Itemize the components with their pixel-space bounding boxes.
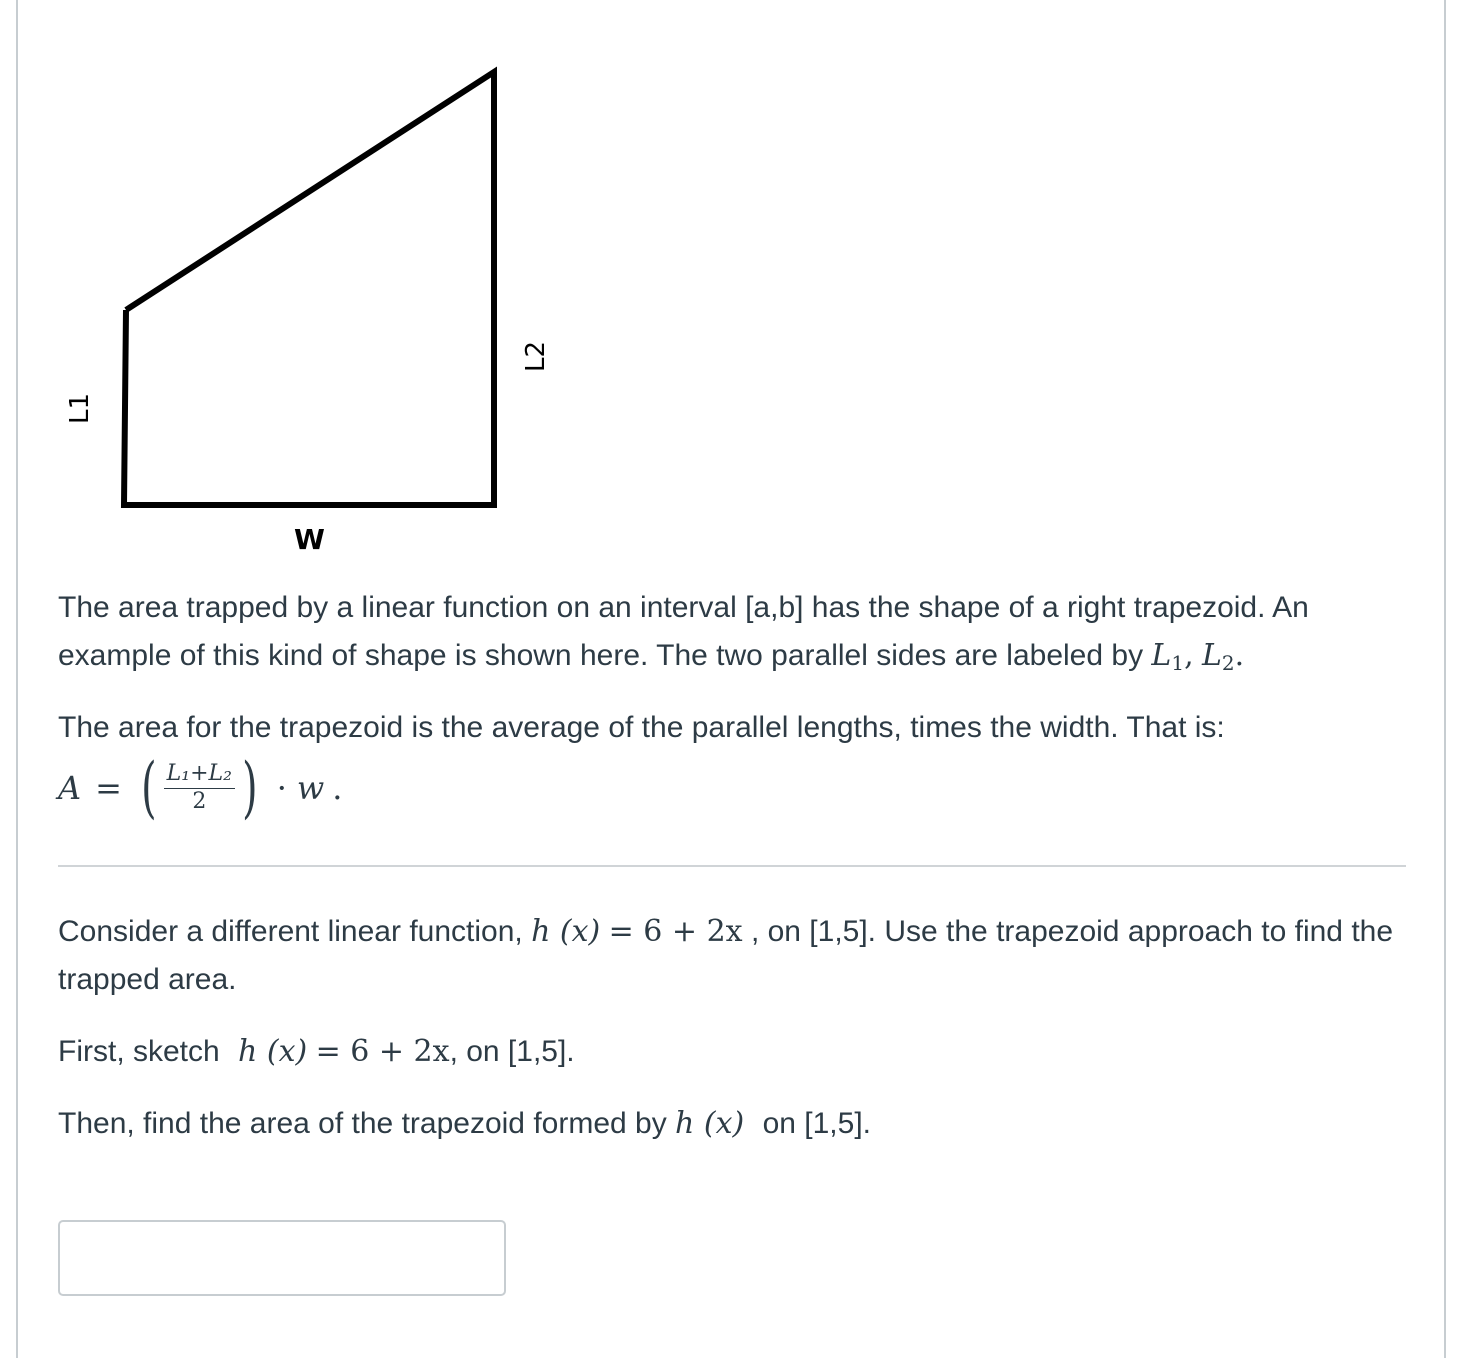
area-text: The area for the trapezoid is the average of the parallel lengths, times the width. That is: <box>58 711 1225 744</box>
paragraph-intro <box>58 584 1418 687</box>
math-period: . <box>1234 638 1245 673</box>
trapezoid-figure <box>56 52 551 572</box>
trapezoid-diagram <box>56 52 551 572</box>
label-w: W <box>294 523 325 556</box>
formula-numerator: L₁+L₂ <box>164 761 235 789</box>
label-l2 <box>521 341 551 372</box>
formula-w: w <box>296 769 325 807</box>
formula-dot: · <box>276 769 287 807</box>
formula-period: . <box>332 769 343 807</box>
section-divider <box>58 865 1406 867</box>
formula-right-paren: ) <box>242 749 258 826</box>
formula-left-paren: ( <box>141 749 157 826</box>
intro-text: The area trapped by a linear function on an interval [a,b] has the shape of a right trapezoid. An example of this kind of shape is shown here. The two parallel sides are labeled by <box>58 591 1309 672</box>
trapezoid-outline <box>124 72 494 505</box>
question-line-2: First, sketch h (x) = 6 + 2x, on [1,5]. <box>58 1034 575 1069</box>
math-expression: = 6 + 2x <box>315 1034 450 1069</box>
formula-equals: = <box>95 769 122 807</box>
math-l2: $L_2$ <box>1201 638 1235 675</box>
math-expression: = 6 + 2x <box>608 914 743 949</box>
question-line-1: Consider a different linear function, h (x) = 6 + 2x , on [1,5]. Use the trapezoid approach to find the trapped area. <box>58 914 1394 996</box>
label-l1 <box>65 393 95 424</box>
answer-input[interactable] <box>58 1220 506 1296</box>
math-h-of-x: h (x) <box>675 1106 745 1141</box>
math-h-of-x: h (x) <box>238 1034 308 1069</box>
formula-denominator: 2 <box>192 789 207 814</box>
formula-fraction <box>164 761 235 815</box>
math-comma: , <box>1184 638 1194 673</box>
area-formula <box>58 748 342 828</box>
label-l1-text: L1 <box>65 392 95 424</box>
label-l2-text: L2 <box>521 340 551 372</box>
math-h-of-x: h (x) <box>531 914 601 949</box>
formula-lhs: A <box>58 769 82 807</box>
math-l1: $L_1$ <box>1151 638 1185 675</box>
question-line-3: Then, find the area of the trapezoid formed by h (x) on [1,5]. <box>58 1106 871 1141</box>
paragraph-area <box>58 704 1418 752</box>
